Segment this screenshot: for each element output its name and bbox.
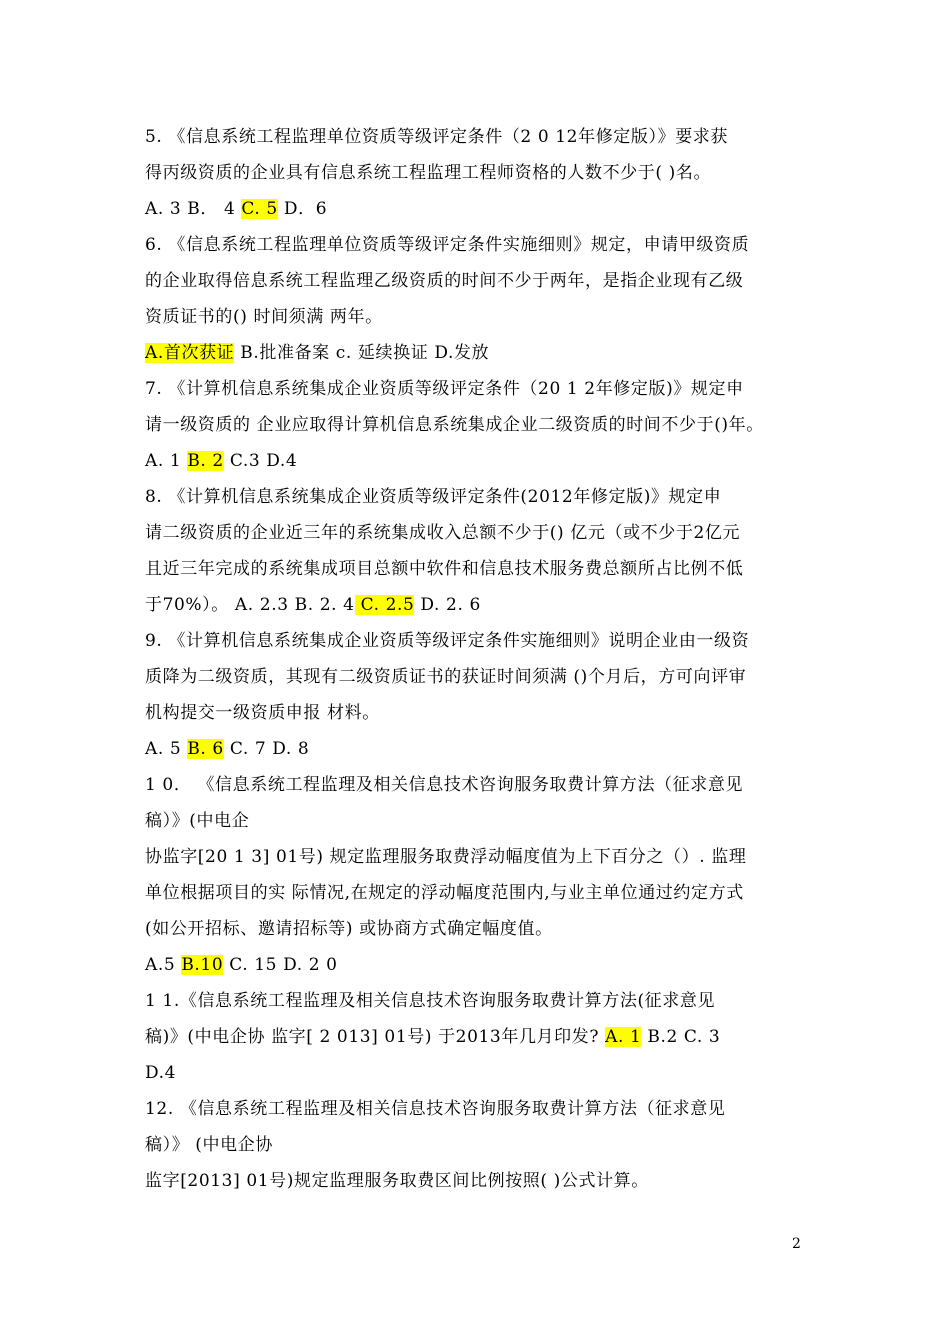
text-line <box>145 449 297 473</box>
text-segment: 且近三年完成的系统集成项目总额中软件和信息技术服务费总额所占比例不低 <box>145 559 744 579</box>
text-segment: D. 2. 6 <box>414 595 481 615</box>
text-line <box>145 521 740 545</box>
text-line <box>145 557 743 581</box>
text-segment: 9. 《计算机信息系统集成企业资质等级评定条件实施细则》说明企业由一级资 <box>145 631 750 651</box>
text-segment: 1 0． 《信息系统工程监理及相关信息技术咨询服务取费计算方法（征求意见 <box>145 775 744 795</box>
text-line <box>145 269 743 293</box>
text-segment: 8. 《计算机信息系统集成企业资质等级评定条件(2012年修定版)》规定申 <box>145 487 722 507</box>
text-line <box>145 881 744 905</box>
text-line <box>145 485 721 509</box>
text-segment: B.批准备案 c. 延续换证 D.发放 <box>234 343 490 363</box>
text-segment: C.3 D.4 <box>223 451 298 471</box>
text-segment: 于70%）。 A. 2.3 B. 2. 4 <box>145 595 355 615</box>
text-line <box>145 1133 273 1157</box>
highlighted-answer: C. 2.5 <box>354 595 415 615</box>
text-segment: 1 1.《信息系统工程监理及相关信息技术咨询服务取费计算方法(征求意见 <box>145 991 716 1011</box>
text-segment: 的企业取得倍息系统工程监理乙级资质的时间不少于两年，是指企业现有乙级 <box>145 271 744 291</box>
text-segment: 质降为二级资质，其现有二级资质证书的获证时间须满 ()个月后，方可向评审 <box>145 667 747 687</box>
text-segment: B.2 C. 3 <box>641 1027 721 1047</box>
highlighted-answer: B. 2 <box>187 451 224 471</box>
text-line <box>145 197 327 221</box>
text-line <box>145 773 743 797</box>
text-segment: 7. 《计算机信息系统集成企业资质等级评定条件（20 1 2年修定版)》规定申 <box>145 379 744 399</box>
text-segment: 6. 《信息系统工程监理单位资质等级评定条件实施细则》规定，申请甲级资质 <box>145 235 750 255</box>
text-segment: A. 3 B． 4 <box>145 199 242 219</box>
text-line <box>145 1097 725 1121</box>
text-line <box>145 413 764 437</box>
text-segment: D.4 <box>145 1063 177 1083</box>
text-segment: 请二级资质的企业近三年的系统集成收入总额不少于() 亿元（或不少于2亿元 <box>145 523 741 543</box>
text-line <box>145 809 249 833</box>
text-line <box>145 917 553 941</box>
text-segment: 协监字[20 1 3] 01号) 规定监理服务取费浮动幅度值为上下百分之（）. 监理 <box>145 847 747 867</box>
text-segment: A. 5 <box>145 739 188 759</box>
text-line <box>145 1025 720 1049</box>
text-segment: 稿）》(中电企 <box>145 811 250 831</box>
text-line <box>145 629 749 653</box>
highlighted-answer: B. 6 <box>187 739 224 759</box>
text-segment: 稿）》 (中电企协 <box>145 1135 273 1155</box>
highlighted-answer: A.首次获证 <box>145 343 235 363</box>
text-line <box>145 305 383 329</box>
highlighted-answer: A. 1 <box>605 1027 642 1047</box>
text-segment: A. 1 <box>145 451 188 471</box>
text-line <box>145 161 711 185</box>
text-segment: C. 15 D. 2 0 <box>223 955 338 975</box>
page-number: 2 <box>792 1236 801 1252</box>
text-line <box>145 737 309 761</box>
text-line <box>145 665 746 689</box>
text-segment: 稿)》(中电企协 监字[ 2 013] 01号) 于2013年几月印发? <box>145 1027 606 1047</box>
text-line <box>145 701 380 725</box>
text-segment: (如公开招标、邀请招标等) 或协商方式确定幅度值。 <box>145 919 553 939</box>
highlighted-answer: B.10 <box>181 955 224 975</box>
text-segment: 机构提交一级资质申报 材料。 <box>145 703 380 723</box>
highlighted-answer: C. 5 <box>241 199 278 219</box>
text-segment: 资质证书的() 时间须满 两年。 <box>145 307 383 327</box>
text-segment: D．6 <box>277 199 328 219</box>
text-line <box>145 125 728 149</box>
text-line <box>145 845 746 869</box>
text-line <box>145 953 338 977</box>
text-segment: 12. 《信息系统工程监理及相关信息技术咨询服务取费计算方法（征求意见 <box>145 1099 726 1119</box>
text-line <box>145 1061 176 1085</box>
text-line <box>145 989 715 1013</box>
text-segment: 单位根据项目的实 际情况,在规定的浮动幅度范围内,与业主单位通过约定方式 <box>145 883 744 903</box>
text-segment: 得丙级资质的企业具有信息系统工程监理工程师资格的人数不少于( )名。 <box>145 163 712 183</box>
text-line <box>145 593 481 617</box>
text-segment: 5. 《信息系统工程监理单位资质等级评定条件（2 0 12年修定版）》要求获 <box>145 127 728 147</box>
text-segment: C. 7 D. 8 <box>223 739 310 759</box>
text-segment: 请一级资质的 企业应取得计算机信息系统集成企业二级资质的时间不少于()年。 <box>145 415 764 435</box>
text-line <box>145 233 749 257</box>
text-line <box>145 377 744 401</box>
text-line <box>145 1169 649 1193</box>
text-segment: 监字[2013] 01号)规定监理服务取费区间比例按照( )公式计算。 <box>145 1171 649 1191</box>
text-line <box>145 341 489 365</box>
text-segment: A.5 <box>145 955 182 975</box>
